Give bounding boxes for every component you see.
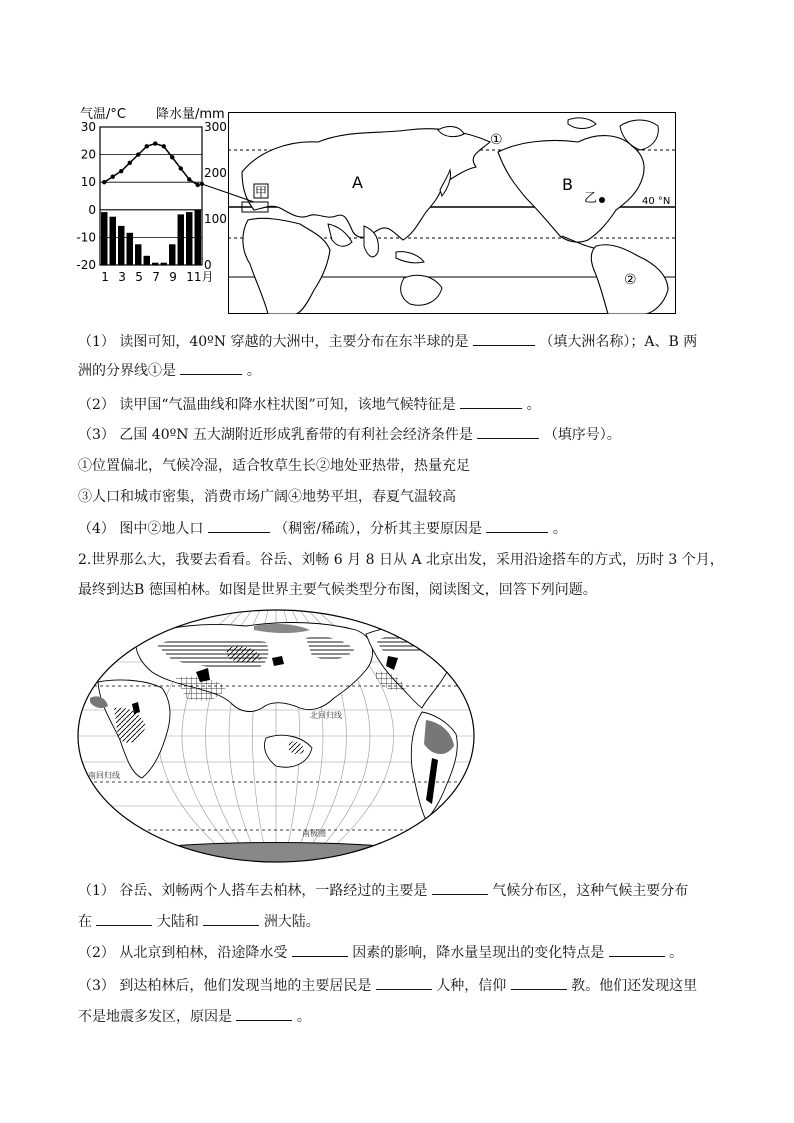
- label-jia: 甲: [255, 185, 268, 199]
- answer-blank[interactable]: [180, 360, 242, 375]
- temp-point: [102, 180, 106, 184]
- label-2: ②: [624, 272, 637, 288]
- temp-point: [145, 144, 149, 148]
- precip-bar: [110, 217, 116, 265]
- precip-bar: [135, 244, 141, 265]
- temp-tick-label: -10: [76, 230, 96, 245]
- answer-blank[interactable]: [609, 942, 665, 957]
- temp-point: [111, 174, 115, 178]
- precip-tick-label: 200: [204, 166, 227, 180]
- precip-bar: [161, 263, 167, 265]
- q1-line-7: （4） 图中②地人口 （稠密/稀疏），分析其主要原因是 。: [78, 518, 567, 539]
- q2-line-2: 在 大陆和 洲大陆。: [78, 911, 320, 932]
- answer-blank[interactable]: [477, 424, 539, 439]
- precip-bar: [118, 226, 124, 265]
- answer-blank[interactable]: [292, 942, 348, 957]
- temperature-points: [102, 141, 200, 187]
- lat-label: 40 °N: [642, 196, 671, 207]
- world-map-1: [228, 112, 676, 314]
- yi-marker: [599, 197, 605, 203]
- q1-line-4: （3） 乙国 40ºN 五大湖附近形成乳畜带的有利社会经济条件是 （填序号）。: [78, 424, 621, 445]
- chart-connector: [200, 180, 260, 210]
- month-tick-label: 7: [152, 270, 160, 284]
- answer-blank[interactable]: [432, 880, 488, 895]
- month-tick-label: 9: [169, 270, 177, 284]
- answer-blank[interactable]: [96, 911, 152, 926]
- temp-ticks: [76, 120, 96, 272]
- precip-tick-label: 100: [204, 212, 227, 226]
- temperature-line: [104, 144, 198, 185]
- precip-bar: [152, 263, 158, 265]
- antarctic-label: 南极圈: [302, 829, 326, 838]
- precip-bar: [178, 214, 184, 265]
- q2-line-3: （2） 从北京到柏林，沿途降水受 因素的影响，降水量呈现出的变化特点是 。: [78, 942, 683, 963]
- temp-point: [179, 166, 183, 170]
- world-climate-map: [76, 608, 476, 864]
- answer-blank[interactable]: [473, 331, 535, 346]
- answer-blank[interactable]: [511, 975, 567, 990]
- temp-tick-label: 30: [80, 120, 96, 134]
- precip-bar: [127, 233, 133, 265]
- answer-blank[interactable]: [208, 518, 270, 533]
- precip-bar: [186, 212, 192, 265]
- precip-bar: [101, 212, 107, 265]
- precip-bar: [169, 244, 175, 265]
- temp-point: [128, 161, 132, 165]
- q2-intro-2: 最终到达B 德国柏林。如图是世界主要气候类型分布图，阅读图文，回答下列问题。: [78, 582, 597, 598]
- q1-line-2: 洲的分界线①是 。: [78, 360, 261, 381]
- answer-blank[interactable]: [203, 911, 259, 926]
- temp-point: [187, 177, 191, 181]
- greenland-zone: [426, 621, 456, 631]
- label-yi: 乙: [584, 191, 598, 206]
- temp-tick-label: 20: [80, 147, 96, 162]
- label-a: A: [352, 173, 363, 192]
- month-tick-label: 1: [101, 270, 109, 284]
- temp-axis-label: 气温/°C: [80, 107, 126, 122]
- month-tick-label: 11月: [186, 270, 214, 284]
- answer-blank[interactable]: [460, 394, 522, 409]
- temp-point: [119, 169, 123, 173]
- month-ticks: [101, 270, 213, 284]
- month-tick-label: 5: [135, 270, 143, 284]
- precip-bar: [144, 256, 150, 265]
- q2-line-1: （1） 谷岳、刘畅两个人搭车去柏林，一路经过的主要是 气候分布区，这种气候主要分布: [78, 880, 688, 901]
- q2-intro-1: 2.世界那么大，我要去看看。谷岳、刘畅 6 月 8 日从 A 北京出发，采用沿途搭车的方式，历时 3 个月，: [78, 552, 724, 568]
- answer-blank[interactable]: [486, 518, 548, 533]
- temp-tick-label: 10: [80, 175, 96, 190]
- temp-point: [136, 152, 140, 156]
- temp-tick-label: 0: [88, 202, 96, 217]
- temp-tick-label: -20: [76, 258, 96, 272]
- q1-line-1: （1） 读图可知，40ºN 穿越的大洲中，主要分布在东半球的是 （填大洲名称）；A、B 两: [78, 331, 697, 352]
- na-subarctic-zone: [376, 635, 432, 653]
- temp-point: [162, 144, 166, 148]
- precip-bar: [195, 210, 201, 265]
- answer-blank[interactable]: [236, 1006, 292, 1021]
- precip-tick-label: 0: [204, 258, 212, 272]
- temp-point: [153, 141, 157, 145]
- tropic-n-label: 北回归线: [310, 711, 342, 720]
- q2-line-5: 不是地震多发区，原因是 。: [78, 1006, 311, 1027]
- month-tick-label: 3: [118, 270, 126, 284]
- q2-line-4: （3） 到达柏林后，他们发现当地的主要居民是 人种，信仰 教。他们还发现这里: [78, 975, 697, 996]
- q1-option-line-2: ③人口和城市密集，消费市场广阔④地势平坦，春夏气温较高: [78, 489, 456, 505]
- precip-axis-label: 降水量/mm: [156, 107, 225, 122]
- answer-blank[interactable]: [376, 975, 432, 990]
- tropic-s-label: 南回归线: [88, 771, 120, 780]
- label-1: ①: [490, 132, 503, 148]
- temp-point: [170, 155, 174, 159]
- precip-tick-label: 300: [204, 120, 227, 134]
- q1-option-line-1: ①位置偏北，气候冷湿，适合牧草生长②地处亚热带，热量充足: [78, 458, 470, 474]
- q1-line-3: （2） 读甲国“气温曲线和降水柱状图”可知，该地气候特征是 。: [78, 394, 541, 415]
- label-b: B: [562, 175, 573, 194]
